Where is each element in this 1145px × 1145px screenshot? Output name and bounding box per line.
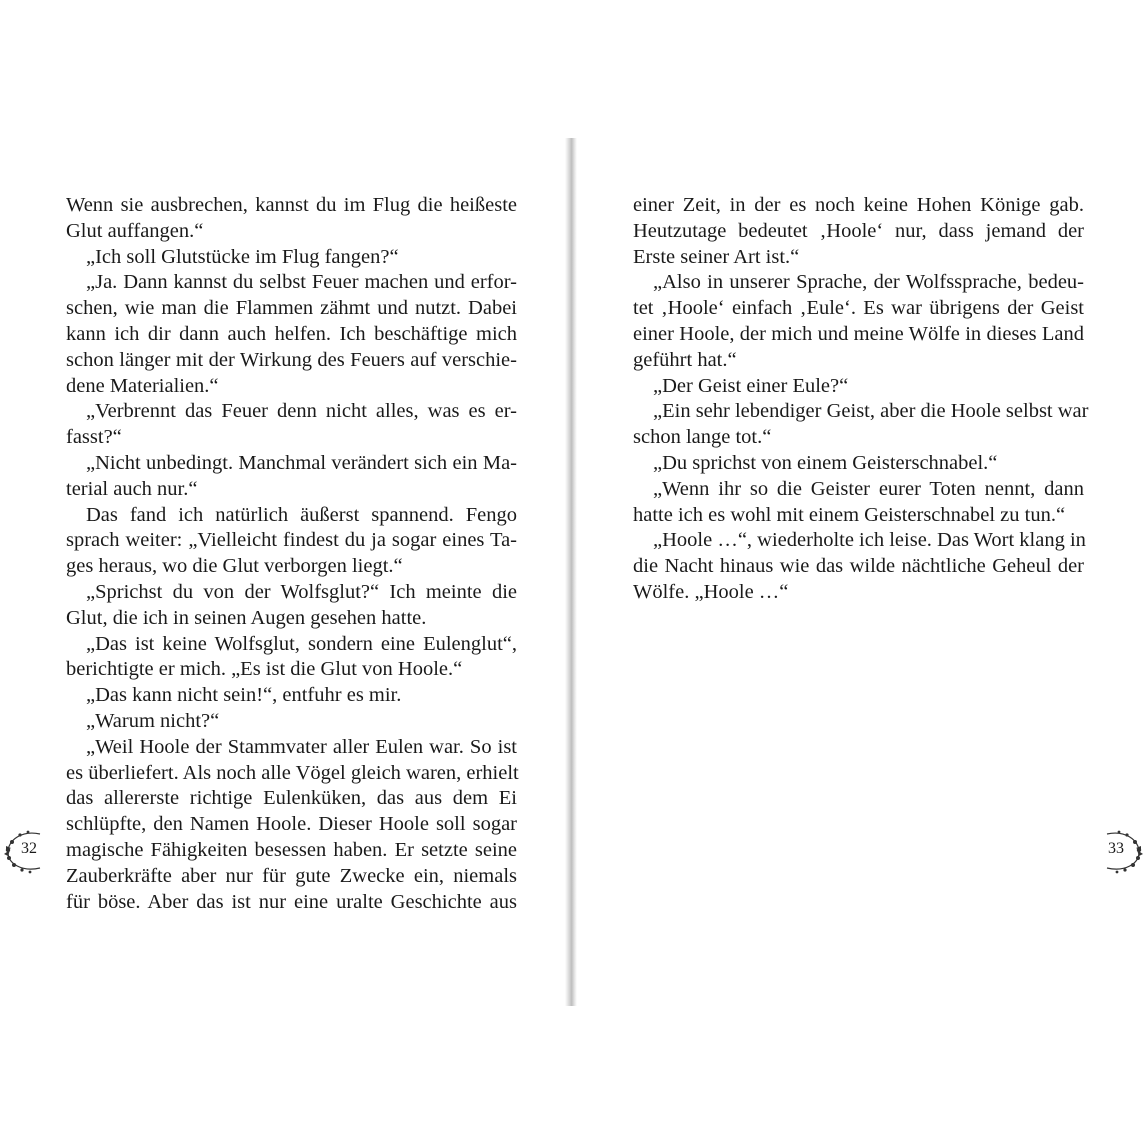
text-line: Glut, die ich in seinen Augen gesehen hatte. [66,606,427,629]
text-line: „Du sprichst von einem Geisterschnabel.“ [653,451,998,474]
text-line: „Ich soll Glutstücke im Flug fangen?“ [86,245,399,268]
text-line: Heutzutage bedeutet ‚Hoole‘ nur, dass jemand der [633,219,1084,242]
text-line: fasst?“ [66,426,122,449]
text-line: Erste seiner Art ist.“ [633,245,800,268]
text-line: schen, wie man die Flammen zähmt und nutzt. Dabei [66,297,517,320]
text-line: „Weil Hoole der Stammvater aller Eulen war. So ist [86,735,517,758]
text-line: schlüpfte, den Namen Hoole. Dieser Hoole soll sogar [66,813,517,836]
text-line: ges heraus, wo die Glut verborgen liegt.“ [66,555,403,578]
page-number: 32 [21,840,37,857]
text-line: magische Fähigkeiten besessen haben. Er setzte seine [66,838,517,861]
text-line: „Der Geist einer Eule?“ [653,374,849,397]
text-line: „Hoole …“, wiederholte ich leise. Das Wort klang in [653,529,1086,552]
text-line: einer Hoole, der mich und meine Wölfe in dieses Land [633,322,1084,345]
text-line: Zauberkräfte aber nur für gute Zwecke ein, niemals [66,864,517,887]
text-line: Wölfe. „Hoole …“ [633,580,789,603]
text-line: „Warum nicht?“ [86,709,220,732]
text-line: sprach weiter: „Vielleicht findest du ja sogar eines Ta- [66,529,517,552]
page-number: 33 [1108,840,1124,857]
text-line: „Wenn ihr so die Geister eurer Toten nennt, dann [653,477,1084,500]
text-line: geführt hat.“ [633,348,737,371]
text-line: kann ich dir dann auch helfen. Ich beschäftige mich [66,322,517,345]
text-line: Das fand ich natürlich äußerst spannend. Fengo [86,503,517,526]
text-line: „Sprichst du von der Wolfsglut?“ Ich meinte die [86,580,517,603]
text-line: Glut auffangen.“ [66,219,204,242]
text-line: „Ein sehr lebendiger Geist, aber die Hoole selbst war [653,400,1089,423]
left-page-text [66,193,517,915]
text-line: „Ja. Dann kannst du selbst Feuer machen und erfor- [86,271,517,294]
page-number-ornament [1101,820,1145,880]
right-page-text [633,193,1089,606]
text-line: „Also in unserer Sprache, der Wolfssprache, bedeu- [653,271,1084,294]
text-line: „Nicht unbedingt. Manchmal verändert sich ein Ma- [86,451,517,474]
left-page [0,0,566,1145]
text-line: das allererste richtige Eulenküken, das aus dem Ei [66,787,517,810]
text-line: tet ‚Hoole‘ einfach ‚Eule‘. Es war übrigens der Geist [633,297,1084,320]
text-line: „Das kann nicht sein!“, entfuhr es mir. [86,684,402,707]
text-line: hatte ich es wohl mit einem Geisterschnabel zu tun.“ [633,503,1066,526]
text-line: Wenn sie ausbrechen, kannst du im Flug die heißeste [66,194,517,216]
text-line: schon lange tot.“ [633,426,772,449]
text-line: terial auch nur.“ [66,477,198,500]
right-page [574,0,1145,1145]
text-line: die Nacht hinaus wie das wilde nächtliche Geheul der [633,555,1084,578]
text-line: dene Materialien.“ [66,374,219,397]
page-number-ornament [0,820,46,880]
text-line: berichtigte er mich. „Es ist die Glut von Hoole.“ [66,658,463,681]
text-line: es überliefert. Als noch alle Vögel gleich waren, erhielt [66,761,519,784]
text-line: schon länger mit der Wirkung des Feuers auf verschie- [66,348,517,371]
text-line: „Verbrennt das Feuer denn nicht alles, was es er- [86,400,517,423]
text-line: einer Zeit, in der es noch keine Hohen Könige gab. [633,194,1084,216]
text-line: „Das ist keine Wolfsglut, sondern eine Eulenglut“, [86,632,517,655]
text-line: für böse. Aber das ist nur eine uralte Geschichte aus [66,890,517,913]
